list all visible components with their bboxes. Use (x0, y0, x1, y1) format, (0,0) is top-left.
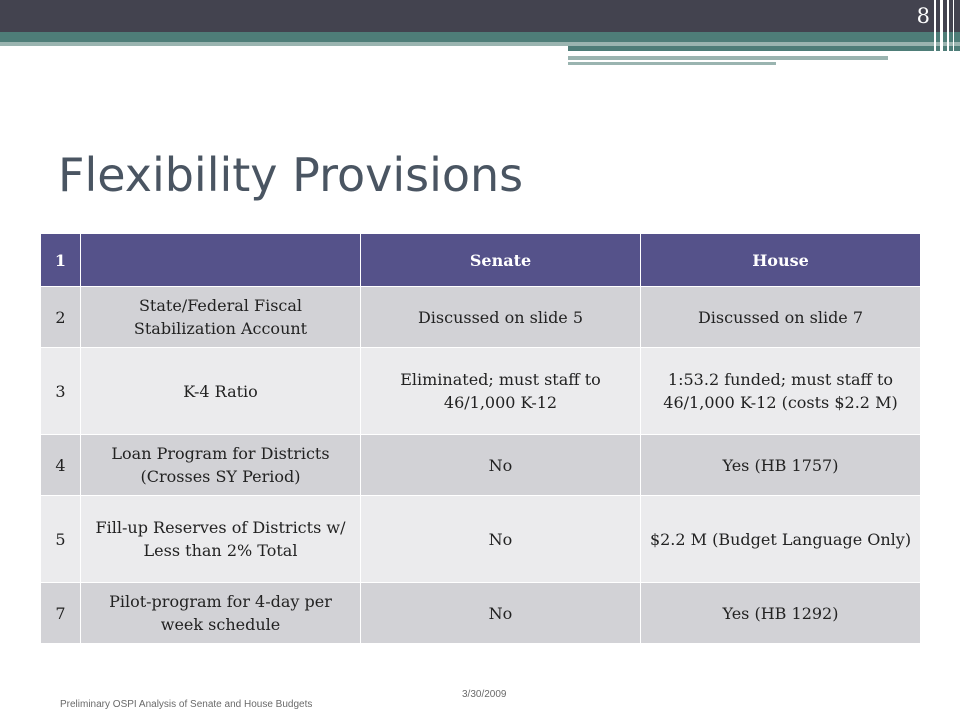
row-senate: No (361, 435, 641, 496)
slide-title: Flexibility Provisions (58, 148, 524, 202)
provisions-table (40, 233, 921, 644)
row-item: K-4 Ratio (81, 348, 361, 435)
header-cell-senate: Senate (361, 234, 641, 287)
page-number: 8 (916, 4, 930, 28)
row-number: 4 (41, 435, 81, 496)
table-row (41, 583, 921, 644)
row-item: Pilot-program for 4-day per week schedule (81, 583, 361, 644)
footer-date: 3/30/2009 (462, 689, 507, 700)
row-item: State/Federal Fiscal Stabilization Account (81, 287, 361, 348)
table-row (41, 435, 921, 496)
top-bar (0, 0, 960, 32)
row-number: 7 (41, 583, 81, 644)
row-house: Discussed on slide 7 (641, 287, 921, 348)
decor-stripe (568, 62, 776, 65)
row-house: Yes (HB 1292) (641, 583, 921, 644)
row-item: Fill-up Reserves of Districts w/ Less than 2% Total (81, 496, 361, 583)
header-cell-house: House (641, 234, 921, 287)
row-item: Loan Program for Districts (Crosses SY Period) (81, 435, 361, 496)
table-header-row (41, 234, 921, 287)
row-house: $2.2 M (Budget Language Only) (641, 496, 921, 583)
row-senate: No (361, 496, 641, 583)
decor-stripe (568, 46, 960, 51)
decor-vertical-lines (932, 0, 960, 64)
table-row (41, 287, 921, 348)
table-row (41, 496, 921, 583)
table-row (41, 348, 921, 435)
row-senate: Eliminated; must staff to 46/1,000 K-12 (361, 348, 641, 435)
footer-text: Preliminary OSPI Analysis of Senate and House Budgets (60, 699, 313, 710)
header-cell-item (81, 234, 361, 287)
row-senate: Discussed on slide 5 (361, 287, 641, 348)
row-number: 5 (41, 496, 81, 583)
row-house: Yes (HB 1757) (641, 435, 921, 496)
decor-stripe (568, 56, 888, 60)
row-house: 1:53.2 funded; must staff to 46/1,000 K-12 (costs $2.2 M) (641, 348, 921, 435)
row-number: 3 (41, 348, 81, 435)
decor-stripe (0, 32, 960, 42)
header-cell-num: 1 (41, 234, 81, 287)
row-senate: No (361, 583, 641, 644)
row-number: 2 (41, 287, 81, 348)
